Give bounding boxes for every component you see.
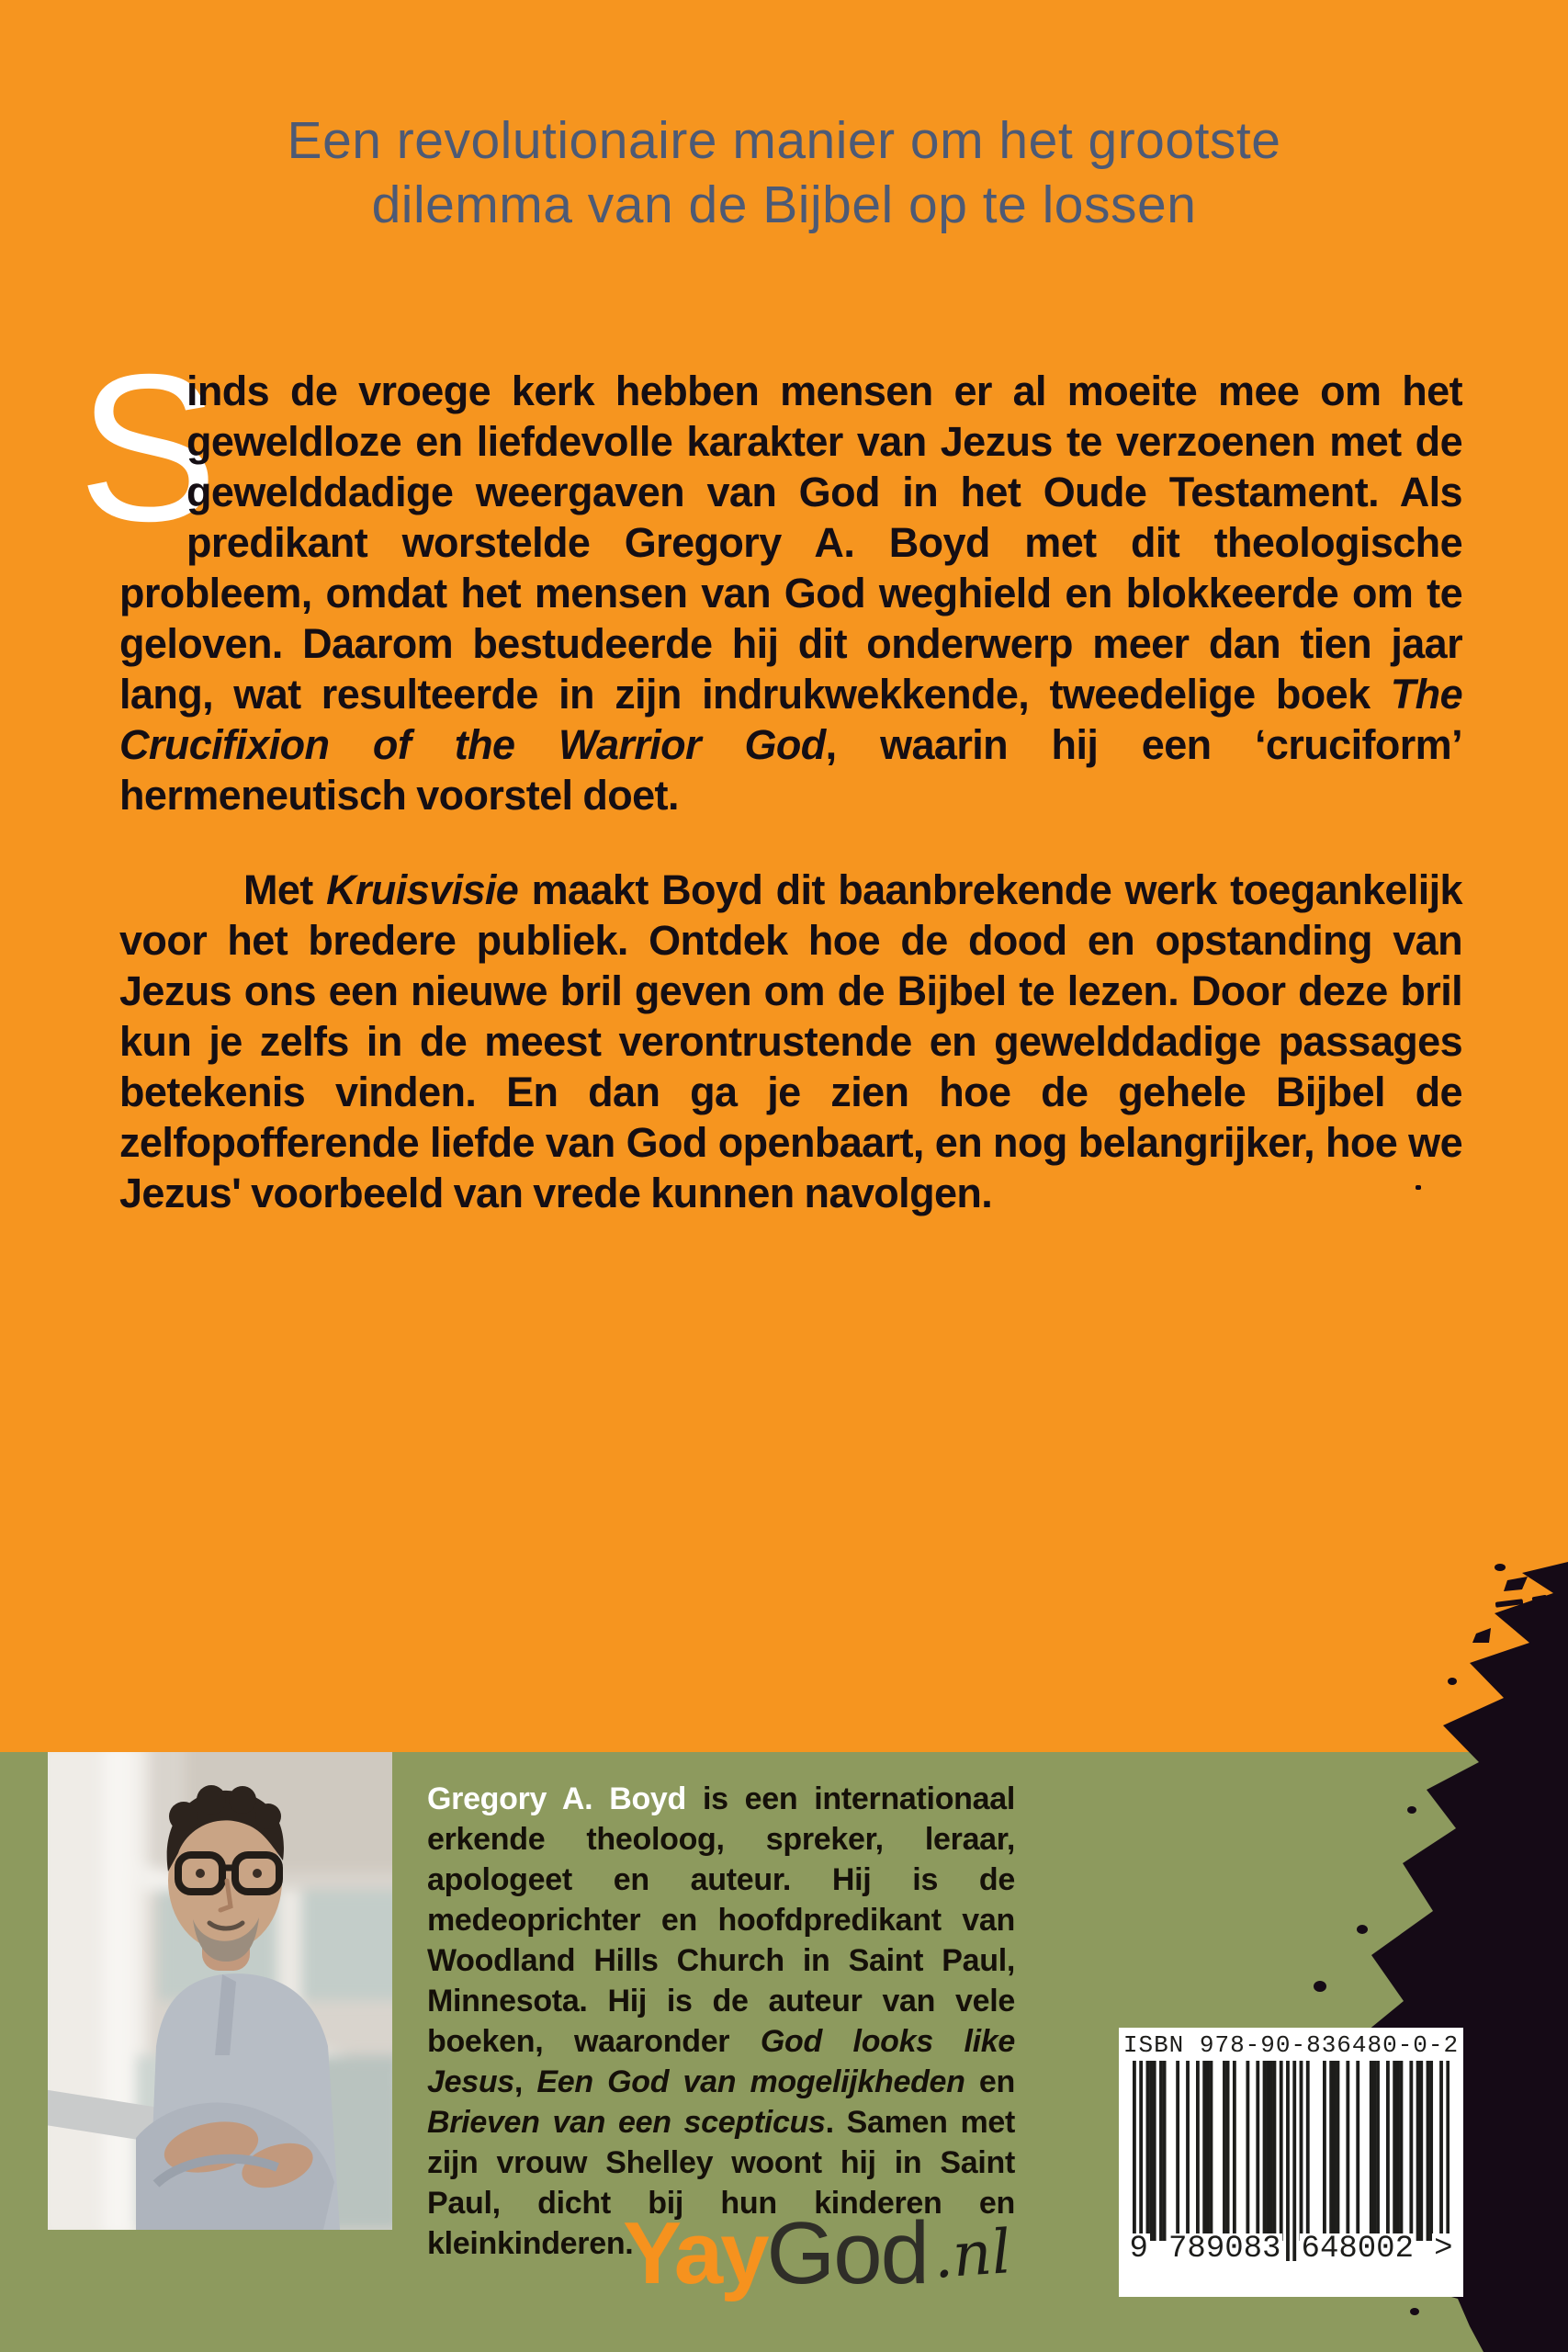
tagline xyxy=(0,108,1568,237)
blurb-paragraph-2 xyxy=(119,865,1462,1218)
blurb xyxy=(78,332,1462,1218)
barcode-digit-group-2: 648002 xyxy=(1301,2232,1414,2267)
ink-speck-small xyxy=(1416,1185,1421,1190)
author-photo xyxy=(48,1752,392,2230)
blurb-paragraph-2-text: Met Kruisvisie maakt Boyd dit baanbrekende werk toegankelijk voor het bredere publiek. Ontdek hoe de dood en opstanding van Jezus ons een nieuwe bril geven om de Bijbel te lezen. Door deze bril kun je zelfs in de meest verontrustende en gewelddadige passages betekenis vinden. En dan ga je zien hoe de gehele Bijbel de zelfopofferende liefde van God openbaart, en nog belangrijker, hoe we Jezus' voorbeeld van vrede kunnen navolgen. xyxy=(119,866,1462,1216)
tagline-line-1: Een revolutionaire manier om het grootste xyxy=(287,111,1281,170)
publisher-logo xyxy=(623,2203,1014,2304)
tagline-line-2: dilemma van de Bijbel op te lossen xyxy=(371,175,1197,234)
logo-yay: Yay xyxy=(623,2204,767,2302)
author-bio-text: Gregory A. Boyd is een internationaal erkende theoloog, spreker, leraar, apologeet en auteur. Hij is de medeoprichter en hoofdpredikant van Woodland Hills Church in Saint Paul, Minnesota. Hij is de auteur van vele boeken, waaronder God looks like Jesus, Een God van mogelijkheden en Brieven van een scepticus. Samen met zijn vrouw Shelley woont hij in Saint Paul, dicht bij hun kinderen en kleinkinderen. xyxy=(427,1781,1016,2261)
barcode-digits xyxy=(1128,2233,1455,2265)
isbn-label: ISBN 978-90-836480-0-2 xyxy=(1122,2031,1460,2059)
logo-nl: .nl xyxy=(931,2215,1014,2292)
barcode-digit-lead: 9 xyxy=(1129,2232,1148,2267)
drop-cap: S xyxy=(78,332,218,565)
blurb-paragraph-1 xyxy=(78,332,1462,820)
barcode-arrow: > xyxy=(1434,2232,1453,2267)
blurb-paragraph-1-text: inds de vroege kerk hebben mensen er al moeite mee om het geweldloze en liefdevolle karakter van Jezus te verzoenen met de gewelddadige weergaven van God in het Oude Testament. Als predikant worstelde Gregory A. Boyd met dit theologische probleem, omdat het mensen van God weghield en blokkeerde om te geloven. Daarom bestudeerde hij dit onderwerp meer dan tien jaar lang, wat resulteerde in zijn indrukwekkende, tweedelige boek The Crucifixion of the Warrior God, waarin hij een ‘cruciform’ hermeneutisch voorstel doet. xyxy=(119,368,1462,819)
isbn-barcode-block xyxy=(1119,2028,1463,2297)
barcode-digit-group-1: 789083 xyxy=(1168,2232,1281,2267)
logo-god: God xyxy=(766,2204,928,2302)
